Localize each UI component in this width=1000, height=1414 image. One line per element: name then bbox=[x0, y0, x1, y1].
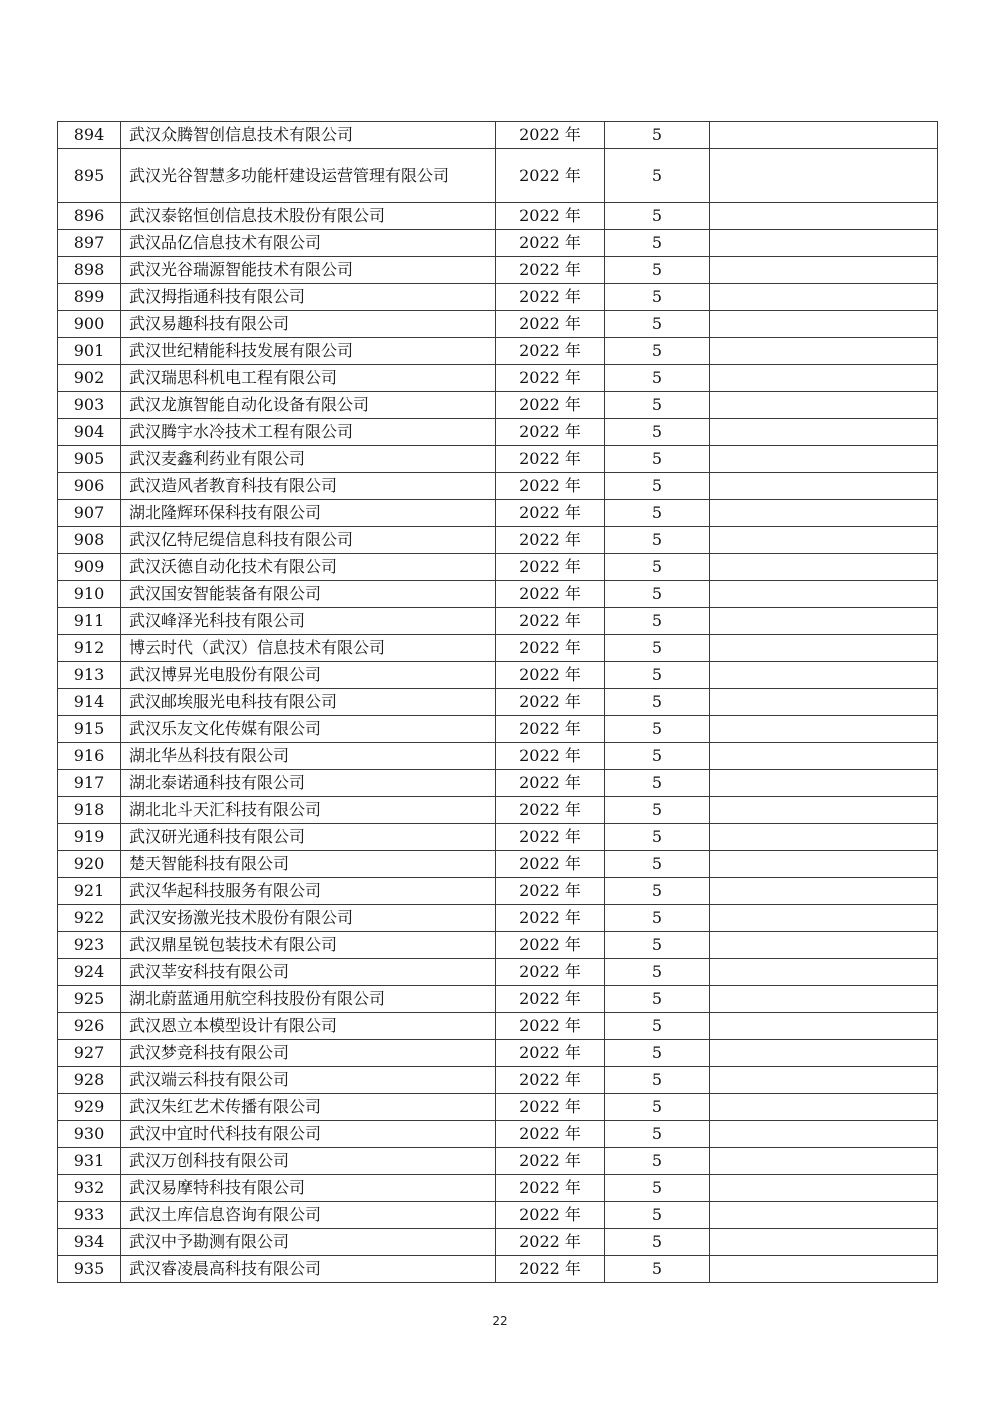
company-name-cell: 武汉拇指通科技有限公司 bbox=[121, 284, 496, 311]
row-number-cell: 910 bbox=[58, 581, 121, 608]
company-name-cell: 武汉沃德自动化技术有限公司 bbox=[121, 554, 496, 581]
year-cell: 2022 年 bbox=[496, 986, 605, 1013]
score-cell: 5 bbox=[605, 932, 710, 959]
table-row bbox=[58, 122, 938, 149]
note-cell bbox=[710, 473, 938, 500]
note-cell bbox=[710, 608, 938, 635]
year-cell: 2022 年 bbox=[496, 1175, 605, 1202]
year-cell: 2022 年 bbox=[496, 527, 605, 554]
year-cell: 2022 年 bbox=[496, 932, 605, 959]
note-cell bbox=[710, 662, 938, 689]
year-cell: 2022 年 bbox=[496, 257, 605, 284]
company-name-cell: 武汉造风者教育科技有限公司 bbox=[121, 473, 496, 500]
note-cell bbox=[710, 419, 938, 446]
company-list-table bbox=[57, 121, 938, 1283]
note-cell bbox=[710, 743, 938, 770]
table-row bbox=[58, 338, 938, 365]
row-number-cell: 935 bbox=[58, 1256, 121, 1283]
year-cell: 2022 年 bbox=[496, 554, 605, 581]
row-number-cell: 909 bbox=[58, 554, 121, 581]
company-name-cell: 湖北蔚蓝通用航空科技股份有限公司 bbox=[121, 986, 496, 1013]
note-cell bbox=[710, 1256, 938, 1283]
score-cell: 5 bbox=[605, 257, 710, 284]
score-cell: 5 bbox=[605, 230, 710, 257]
note-cell bbox=[710, 500, 938, 527]
note-cell bbox=[710, 878, 938, 905]
note-cell bbox=[710, 959, 938, 986]
table-row bbox=[58, 851, 938, 878]
note-cell bbox=[710, 1148, 938, 1175]
company-name-cell: 武汉亿特尼缇信息科技有限公司 bbox=[121, 527, 496, 554]
note-cell bbox=[710, 905, 938, 932]
score-cell: 5 bbox=[605, 1229, 710, 1256]
company-name-cell: 武汉莘安科技有限公司 bbox=[121, 959, 496, 986]
note-cell bbox=[710, 257, 938, 284]
table-row bbox=[58, 662, 938, 689]
table-row bbox=[58, 1121, 938, 1148]
score-cell: 5 bbox=[605, 608, 710, 635]
year-cell: 2022 年 bbox=[496, 392, 605, 419]
table-row bbox=[58, 581, 938, 608]
table-row bbox=[58, 203, 938, 230]
score-cell: 5 bbox=[605, 203, 710, 230]
score-cell: 5 bbox=[605, 986, 710, 1013]
year-cell: 2022 年 bbox=[496, 905, 605, 932]
company-name-cell: 武汉麦鑫利药业有限公司 bbox=[121, 446, 496, 473]
table-row bbox=[58, 527, 938, 554]
table-row bbox=[58, 257, 938, 284]
row-number-cell: 895 bbox=[58, 149, 121, 203]
score-cell: 5 bbox=[605, 797, 710, 824]
row-number-cell: 896 bbox=[58, 203, 121, 230]
company-name-cell: 武汉龙旗智能自动化设备有限公司 bbox=[121, 392, 496, 419]
year-cell: 2022 年 bbox=[496, 1067, 605, 1094]
year-cell: 2022 年 bbox=[496, 1121, 605, 1148]
score-cell: 5 bbox=[605, 1013, 710, 1040]
table-row bbox=[58, 311, 938, 338]
row-number-cell: 906 bbox=[58, 473, 121, 500]
company-name-cell: 武汉峰泽光科技有限公司 bbox=[121, 608, 496, 635]
note-cell bbox=[710, 797, 938, 824]
company-name-cell: 武汉研光通科技有限公司 bbox=[121, 824, 496, 851]
table-row bbox=[58, 365, 938, 392]
table-row bbox=[58, 1094, 938, 1121]
score-cell: 5 bbox=[605, 527, 710, 554]
table-row bbox=[58, 1148, 938, 1175]
row-number-cell: 901 bbox=[58, 338, 121, 365]
row-number-cell: 925 bbox=[58, 986, 121, 1013]
year-cell: 2022 年 bbox=[496, 230, 605, 257]
table-row bbox=[58, 392, 938, 419]
table-row bbox=[58, 878, 938, 905]
score-cell: 5 bbox=[605, 716, 710, 743]
score-cell: 5 bbox=[605, 554, 710, 581]
year-cell: 2022 年 bbox=[496, 446, 605, 473]
table-row bbox=[58, 905, 938, 932]
note-cell bbox=[710, 1175, 938, 1202]
note-cell bbox=[710, 851, 938, 878]
company-name-cell: 武汉乐友文化传媒有限公司 bbox=[121, 716, 496, 743]
row-number-cell: 929 bbox=[58, 1094, 121, 1121]
score-cell: 5 bbox=[605, 500, 710, 527]
year-cell: 2022 年 bbox=[496, 959, 605, 986]
note-cell bbox=[710, 1067, 938, 1094]
note-cell bbox=[710, 716, 938, 743]
company-name-cell: 武汉世纪精能科技发展有限公司 bbox=[121, 338, 496, 365]
score-cell: 5 bbox=[605, 1040, 710, 1067]
year-cell: 2022 年 bbox=[496, 581, 605, 608]
company-name-cell: 武汉品亿信息技术有限公司 bbox=[121, 230, 496, 257]
year-cell: 2022 年 bbox=[496, 1229, 605, 1256]
year-cell: 2022 年 bbox=[496, 797, 605, 824]
table-row bbox=[58, 959, 938, 986]
row-number-cell: 920 bbox=[58, 851, 121, 878]
company-name-cell: 武汉土库信息咨询有限公司 bbox=[121, 1202, 496, 1229]
table-row bbox=[58, 824, 938, 851]
score-cell: 5 bbox=[605, 446, 710, 473]
note-cell bbox=[710, 770, 938, 797]
table-row bbox=[58, 689, 938, 716]
row-number-cell: 912 bbox=[58, 635, 121, 662]
row-number-cell: 922 bbox=[58, 905, 121, 932]
note-cell bbox=[710, 1202, 938, 1229]
row-number-cell: 914 bbox=[58, 689, 121, 716]
row-number-cell: 917 bbox=[58, 770, 121, 797]
year-cell: 2022 年 bbox=[496, 1013, 605, 1040]
company-name-cell: 武汉众腾智创信息技术有限公司 bbox=[121, 122, 496, 149]
score-cell: 5 bbox=[605, 392, 710, 419]
row-number-cell: 923 bbox=[58, 932, 121, 959]
table-row bbox=[58, 716, 938, 743]
score-cell: 5 bbox=[605, 1256, 710, 1283]
company-name-cell: 武汉恩立本模型设计有限公司 bbox=[121, 1013, 496, 1040]
table-row bbox=[58, 1229, 938, 1256]
company-name-cell: 武汉光谷瑞源智能技术有限公司 bbox=[121, 257, 496, 284]
year-cell: 2022 年 bbox=[496, 1040, 605, 1067]
table-row bbox=[58, 149, 938, 203]
table-row bbox=[58, 1175, 938, 1202]
table-row bbox=[58, 554, 938, 581]
company-name-cell: 博云时代（武汉）信息技术有限公司 bbox=[121, 635, 496, 662]
row-number-cell: 924 bbox=[58, 959, 121, 986]
row-number-cell: 926 bbox=[58, 1013, 121, 1040]
company-name-cell: 武汉朱红艺术传播有限公司 bbox=[121, 1094, 496, 1121]
score-cell: 5 bbox=[605, 689, 710, 716]
company-name-cell: 武汉博昇光电股份有限公司 bbox=[121, 662, 496, 689]
row-number-cell: 900 bbox=[58, 311, 121, 338]
score-cell: 5 bbox=[605, 311, 710, 338]
year-cell: 2022 年 bbox=[496, 365, 605, 392]
year-cell: 2022 年 bbox=[496, 338, 605, 365]
company-name-cell: 武汉中予勘测有限公司 bbox=[121, 1229, 496, 1256]
company-name-cell: 武汉中宜时代科技有限公司 bbox=[121, 1121, 496, 1148]
table-row bbox=[58, 230, 938, 257]
company-name-cell: 武汉万创科技有限公司 bbox=[121, 1148, 496, 1175]
company-name-cell: 武汉睿凌晨高科技有限公司 bbox=[121, 1256, 496, 1283]
row-number-cell: 919 bbox=[58, 824, 121, 851]
year-cell: 2022 年 bbox=[496, 203, 605, 230]
year-cell: 2022 年 bbox=[496, 878, 605, 905]
score-cell: 5 bbox=[605, 824, 710, 851]
score-cell: 5 bbox=[605, 122, 710, 149]
table-row bbox=[58, 770, 938, 797]
row-number-cell: 905 bbox=[58, 446, 121, 473]
year-cell: 2022 年 bbox=[496, 1202, 605, 1229]
note-cell bbox=[710, 581, 938, 608]
row-number-cell: 911 bbox=[58, 608, 121, 635]
table-row bbox=[58, 797, 938, 824]
year-cell: 2022 年 bbox=[496, 716, 605, 743]
note-cell bbox=[710, 338, 938, 365]
note-cell bbox=[710, 932, 938, 959]
row-number-cell: 921 bbox=[58, 878, 121, 905]
year-cell: 2022 年 bbox=[496, 1094, 605, 1121]
score-cell: 5 bbox=[605, 743, 710, 770]
year-cell: 2022 年 bbox=[496, 149, 605, 203]
table-row bbox=[58, 932, 938, 959]
company-name-cell: 武汉光谷智慧多功能杆建设运营管理有限公司 bbox=[121, 149, 496, 203]
table-row bbox=[58, 1040, 938, 1067]
year-cell: 2022 年 bbox=[496, 824, 605, 851]
note-cell bbox=[710, 1094, 938, 1121]
table-row bbox=[58, 419, 938, 446]
year-cell: 2022 年 bbox=[496, 284, 605, 311]
year-cell: 2022 年 bbox=[496, 1148, 605, 1175]
year-cell: 2022 年 bbox=[496, 473, 605, 500]
note-cell bbox=[710, 1040, 938, 1067]
company-name-cell: 武汉鼎星锐包装技术有限公司 bbox=[121, 932, 496, 959]
year-cell: 2022 年 bbox=[496, 500, 605, 527]
table-row bbox=[58, 473, 938, 500]
year-cell: 2022 年 bbox=[496, 743, 605, 770]
score-cell: 5 bbox=[605, 284, 710, 311]
company-name-cell: 武汉腾宇水冷技术工程有限公司 bbox=[121, 419, 496, 446]
company-name-cell: 湖北泰诺通科技有限公司 bbox=[121, 770, 496, 797]
page-number: 22 bbox=[492, 1314, 508, 1328]
row-number-cell: 915 bbox=[58, 716, 121, 743]
company-name-cell: 武汉端云科技有限公司 bbox=[121, 1067, 496, 1094]
year-cell: 2022 年 bbox=[496, 1256, 605, 1283]
year-cell: 2022 年 bbox=[496, 608, 605, 635]
note-cell bbox=[710, 203, 938, 230]
score-cell: 5 bbox=[605, 1121, 710, 1148]
table-row bbox=[58, 1202, 938, 1229]
note-cell bbox=[710, 365, 938, 392]
row-number-cell: 913 bbox=[58, 662, 121, 689]
year-cell: 2022 年 bbox=[496, 689, 605, 716]
note-cell bbox=[710, 1121, 938, 1148]
table-row bbox=[58, 608, 938, 635]
note-cell bbox=[710, 284, 938, 311]
note-cell bbox=[710, 446, 938, 473]
year-cell: 2022 年 bbox=[496, 770, 605, 797]
row-number-cell: 930 bbox=[58, 1121, 121, 1148]
company-name-cell: 武汉华起科技服务有限公司 bbox=[121, 878, 496, 905]
note-cell bbox=[710, 230, 938, 257]
table-row bbox=[58, 446, 938, 473]
year-cell: 2022 年 bbox=[496, 662, 605, 689]
table-body bbox=[58, 122, 938, 1283]
row-number-cell: 927 bbox=[58, 1040, 121, 1067]
score-cell: 5 bbox=[605, 1175, 710, 1202]
row-number-cell: 904 bbox=[58, 419, 121, 446]
score-cell: 5 bbox=[605, 1148, 710, 1175]
row-number-cell: 916 bbox=[58, 743, 121, 770]
score-cell: 5 bbox=[605, 770, 710, 797]
note-cell bbox=[710, 527, 938, 554]
note-cell bbox=[710, 635, 938, 662]
row-number-cell: 907 bbox=[58, 500, 121, 527]
company-name-cell: 湖北北斗天汇科技有限公司 bbox=[121, 797, 496, 824]
row-number-cell: 918 bbox=[58, 797, 121, 824]
company-name-cell: 武汉国安智能装备有限公司 bbox=[121, 581, 496, 608]
year-cell: 2022 年 bbox=[496, 851, 605, 878]
table-row bbox=[58, 1067, 938, 1094]
row-number-cell: 908 bbox=[58, 527, 121, 554]
table-row bbox=[58, 743, 938, 770]
year-cell: 2022 年 bbox=[496, 311, 605, 338]
year-cell: 2022 年 bbox=[496, 122, 605, 149]
company-name-cell: 武汉易趣科技有限公司 bbox=[121, 311, 496, 338]
note-cell bbox=[710, 311, 938, 338]
score-cell: 5 bbox=[605, 419, 710, 446]
note-cell bbox=[710, 689, 938, 716]
table-row bbox=[58, 1256, 938, 1283]
company-name-cell: 武汉易摩特科技有限公司 bbox=[121, 1175, 496, 1202]
score-cell: 5 bbox=[605, 338, 710, 365]
year-cell: 2022 年 bbox=[496, 635, 605, 662]
score-cell: 5 bbox=[605, 662, 710, 689]
score-cell: 5 bbox=[605, 581, 710, 608]
row-number-cell: 899 bbox=[58, 284, 121, 311]
table-row bbox=[58, 500, 938, 527]
company-name-cell: 湖北隆辉环保科技有限公司 bbox=[121, 500, 496, 527]
score-cell: 5 bbox=[605, 1094, 710, 1121]
score-cell: 5 bbox=[605, 1202, 710, 1229]
score-cell: 5 bbox=[605, 851, 710, 878]
score-cell: 5 bbox=[605, 473, 710, 500]
note-cell bbox=[710, 824, 938, 851]
note-cell bbox=[710, 122, 938, 149]
note-cell bbox=[710, 986, 938, 1013]
table-row bbox=[58, 1013, 938, 1040]
note-cell bbox=[710, 1013, 938, 1040]
note-cell bbox=[710, 392, 938, 419]
row-number-cell: 932 bbox=[58, 1175, 121, 1202]
row-number-cell: 897 bbox=[58, 230, 121, 257]
note-cell bbox=[710, 554, 938, 581]
company-name-cell: 武汉瑞思科机电工程有限公司 bbox=[121, 365, 496, 392]
row-number-cell: 928 bbox=[58, 1067, 121, 1094]
company-name-cell: 武汉泰铭恒创信息技术股份有限公司 bbox=[121, 203, 496, 230]
company-name-cell: 武汉邮埃服光电科技有限公司 bbox=[121, 689, 496, 716]
row-number-cell: 933 bbox=[58, 1202, 121, 1229]
row-number-cell: 894 bbox=[58, 122, 121, 149]
company-name-cell: 武汉梦竞科技有限公司 bbox=[121, 1040, 496, 1067]
table-row bbox=[58, 986, 938, 1013]
score-cell: 5 bbox=[605, 149, 710, 203]
score-cell: 5 bbox=[605, 365, 710, 392]
company-name-cell: 楚天智能科技有限公司 bbox=[121, 851, 496, 878]
row-number-cell: 934 bbox=[58, 1229, 121, 1256]
row-number-cell: 902 bbox=[58, 365, 121, 392]
row-number-cell: 898 bbox=[58, 257, 121, 284]
score-cell: 5 bbox=[605, 878, 710, 905]
note-cell bbox=[710, 149, 938, 203]
company-name-cell: 湖北华丛科技有限公司 bbox=[121, 743, 496, 770]
score-cell: 5 bbox=[605, 1067, 710, 1094]
year-cell: 2022 年 bbox=[496, 419, 605, 446]
table-row bbox=[58, 635, 938, 662]
table-row bbox=[58, 284, 938, 311]
score-cell: 5 bbox=[605, 905, 710, 932]
row-number-cell: 903 bbox=[58, 392, 121, 419]
score-cell: 5 bbox=[605, 959, 710, 986]
row-number-cell: 931 bbox=[58, 1148, 121, 1175]
company-name-cell: 武汉安扬激光技术股份有限公司 bbox=[121, 905, 496, 932]
note-cell bbox=[710, 1229, 938, 1256]
score-cell: 5 bbox=[605, 635, 710, 662]
